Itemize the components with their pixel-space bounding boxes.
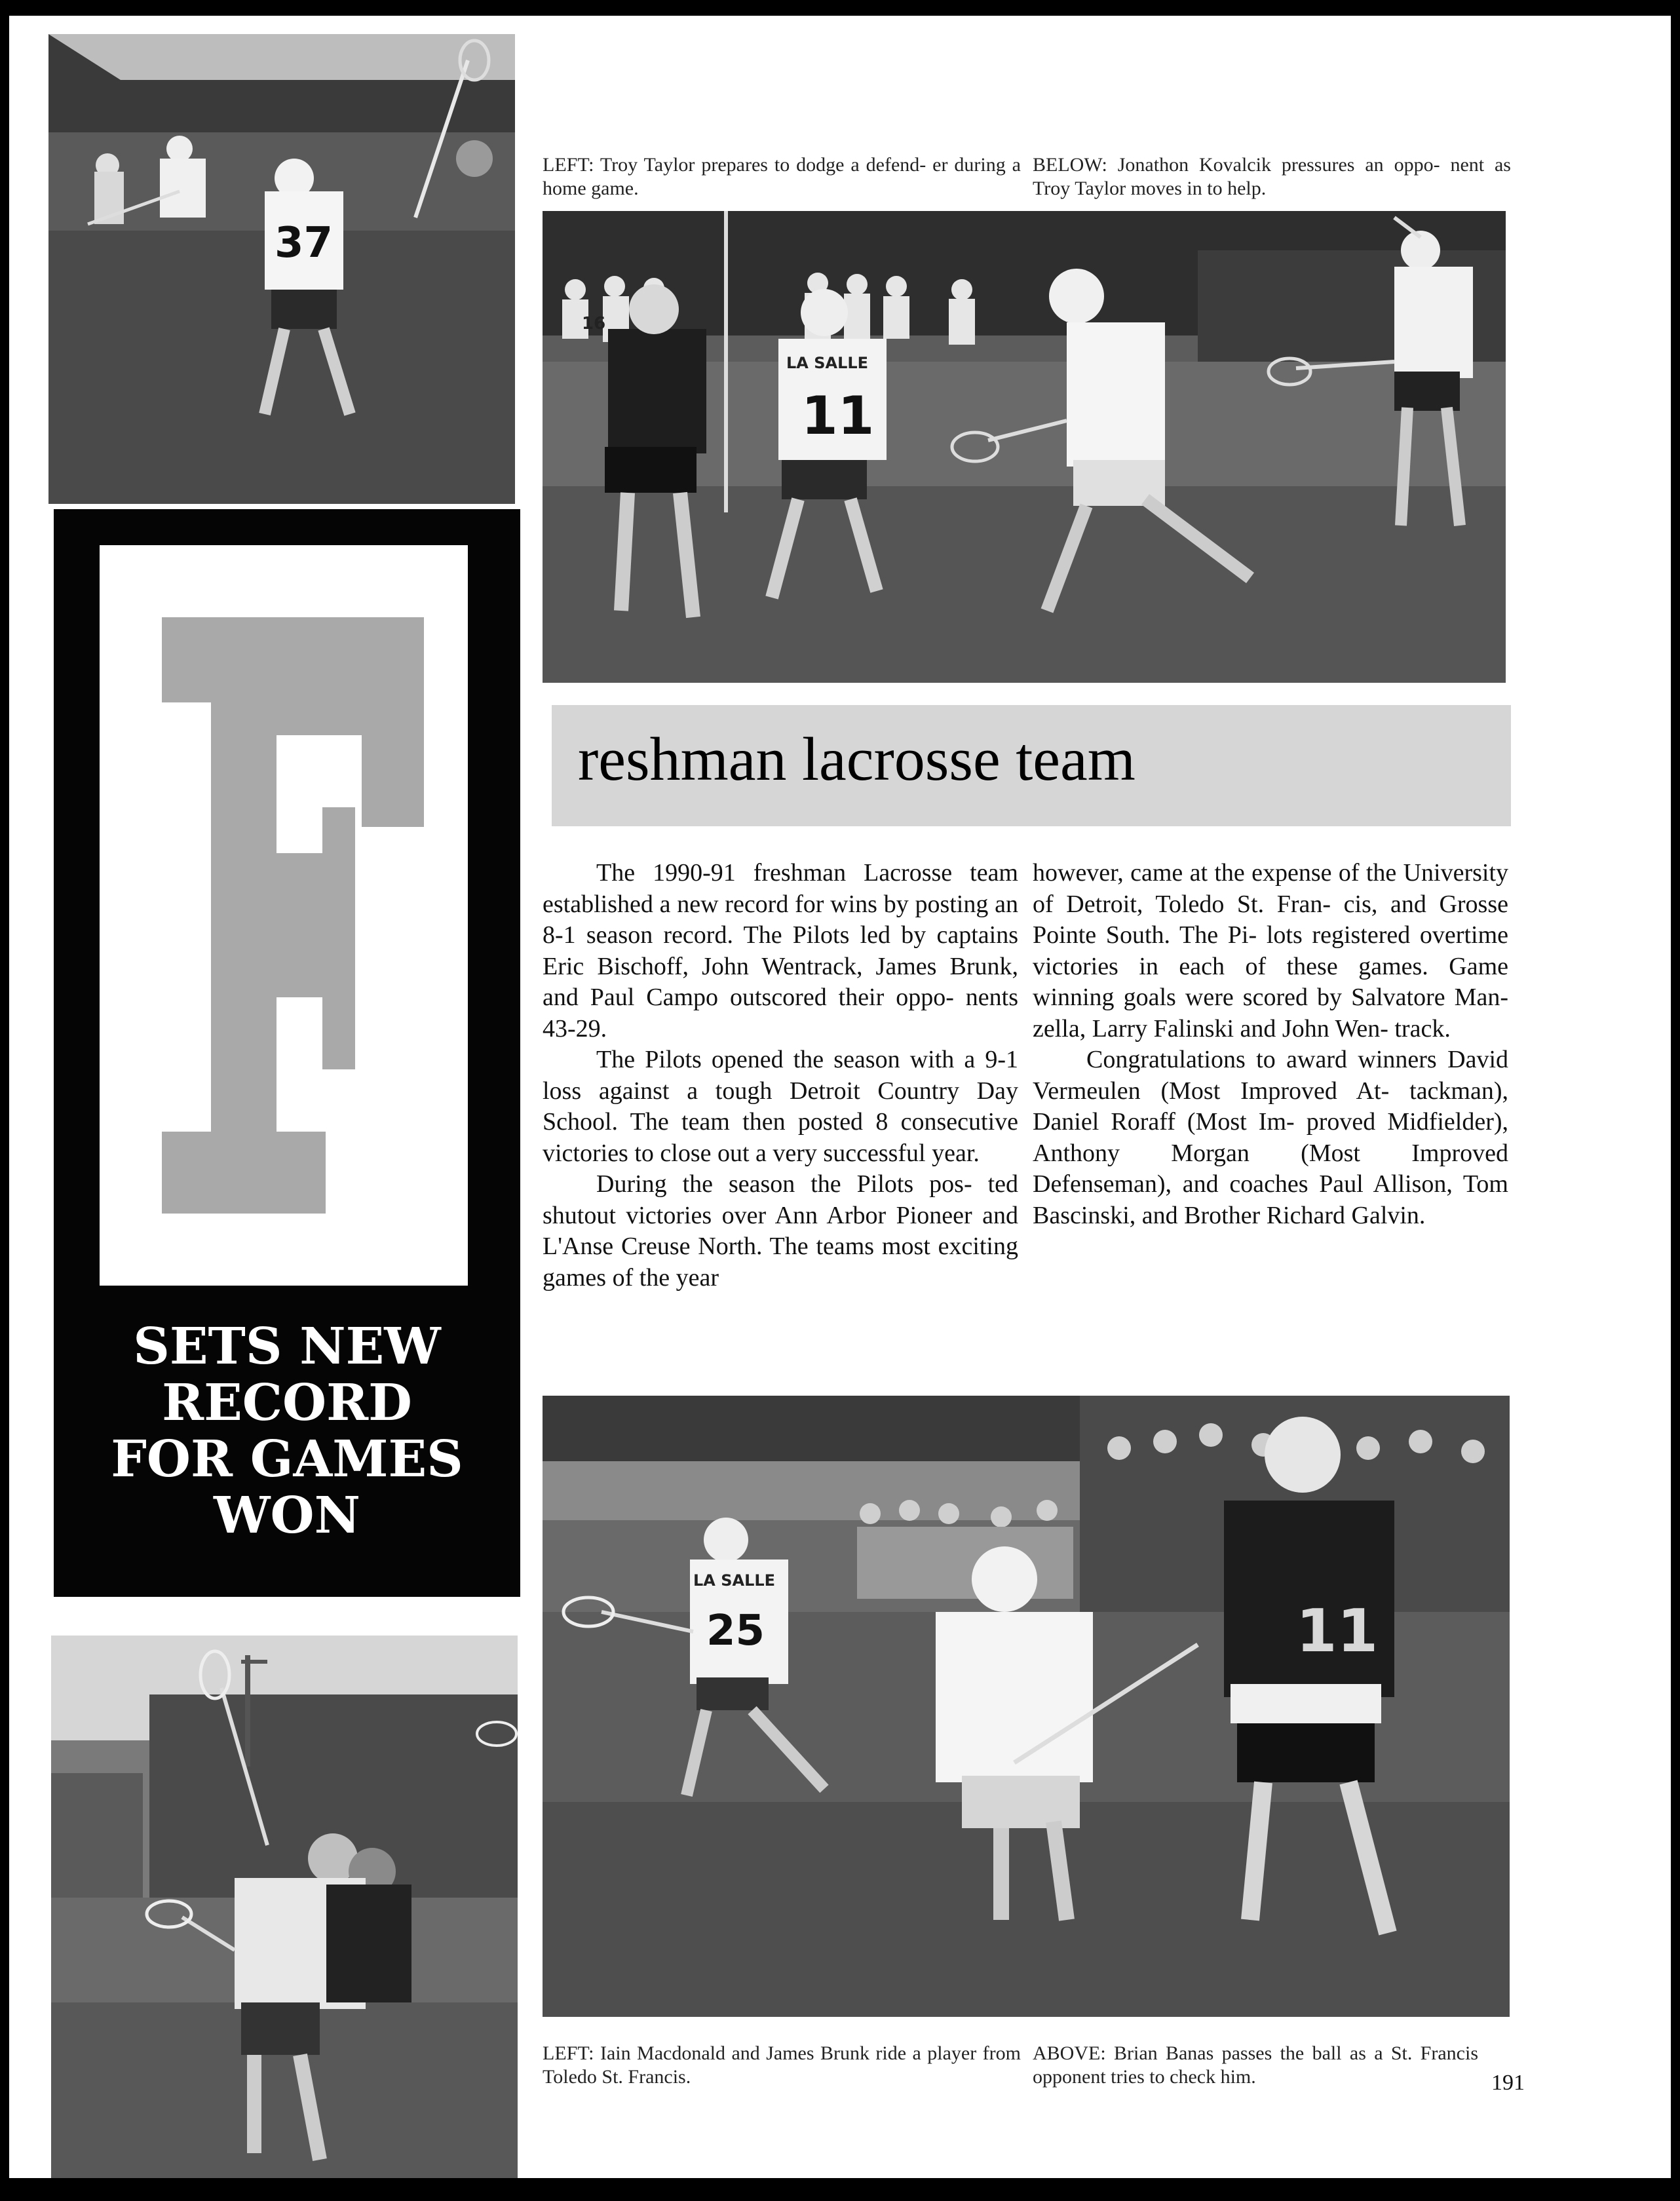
- jersey-text: LA SALLE: [786, 354, 869, 372]
- article-column-1: [543, 858, 1018, 1293]
- photo-troy-taylor-dodge: [48, 34, 515, 504]
- page-number: 191: [1491, 2071, 1525, 2095]
- jersey-number: 37: [275, 219, 334, 267]
- caption-top-left: LEFT: Troy Taylor prepares to dodge a defend- er during a home game.: [543, 154, 1021, 199]
- photo-macdonald-brunk-ride: [51, 1636, 518, 2178]
- photo-kovalcik-pressures: [543, 211, 1506, 683]
- article-column-2: [1033, 858, 1508, 1231]
- yearbook-page: [9, 16, 1671, 2178]
- section-banner: [552, 705, 1511, 826]
- feature-headline-box: [54, 509, 520, 1597]
- section-title: reshman lacrosse team: [578, 725, 1136, 794]
- article-paragraph: The 1990-91 freshman Lacrosse team established a new record for wins by posting an 8-1 season record. The Pilots led by captains Eric Bischoff, John Wentrack, James Brunk, and Paul Campo outscored their oppo- nents 43-29.: [543, 859, 1018, 1043]
- drop-cap-panel: [100, 545, 468, 1286]
- jersey-number: 16: [582, 314, 606, 334]
- article-paragraph: During the season the Pilots pos- ted shutout victories over Ann Arbor Pioneer and L'Anse Creuse North. The teams most exciting games of the year: [543, 1170, 1018, 1292]
- jersey-number: 11: [1296, 1597, 1379, 1666]
- headline-text: SETS NEW RECORD FOR GAMES WON: [111, 1317, 463, 1545]
- article-paragraph: The Pilots opened the season with a 9-1 loss against a tough Detroit Country Day School. The team then posted 8 consecutive victories to close out a very successful year.: [543, 1046, 1018, 1167]
- article-paragraph: Congratulations to award winners David Vermeulen (Most Improved At- tackman), Daniel Roraff (Most Im- proved Midfielder), Anthony Morgan (Most Improved Defenseman), and coaches Paul Allison, Tom Bascinski, and Brother Richard Galvin.: [1033, 1046, 1508, 1229]
- caption-bottom-right: ABOVE: Brian Banas passes the ball as a St. Francis opponent tries to check him.: [1033, 2042, 1478, 2088]
- caption-top-right: BELOW: Jonathon Kovalcik pressures an oppo- nent as Troy Taylor moves in to help.: [1033, 154, 1511, 199]
- drop-cap-letter: [100, 545, 468, 1286]
- caption-bottom-left: LEFT: Iain Macdonald and James Brunk ride a player from Toledo St. Francis.: [543, 2042, 1021, 2088]
- jersey-text: LA SALLE: [693, 1571, 776, 1590]
- jersey-number: 11: [801, 385, 875, 446]
- photo-banas-passes: [543, 1396, 1510, 2017]
- jersey-number: 25: [706, 1607, 765, 1655]
- article-paragraph: however, came at the expense of the University of Detroit, Toledo St. Fran- cis, and Grosse Pointe South. The Pi- lots registered overtime victories in each of these games. Game winning goals were scored by Salvatore Man- zella, Larry Falinski and John Wen- track.: [1033, 859, 1508, 1043]
